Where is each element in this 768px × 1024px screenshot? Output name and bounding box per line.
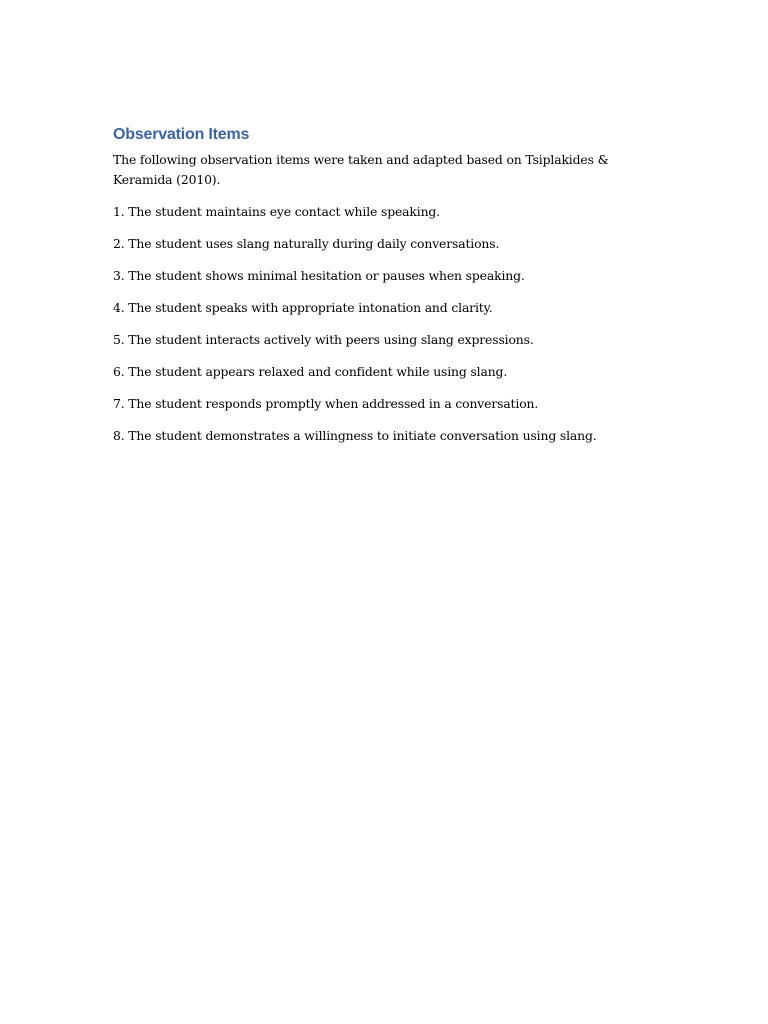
observation-item-8: 8. The student demonstrates a willingness to initiate conversation using slang. [113, 428, 597, 443]
section-heading: Observation Items [113, 126, 250, 143]
observation-item-1: 1. The student maintains eye contact while speaking. [113, 204, 440, 219]
observation-item-2: 2. The student uses slang naturally during daily conversations. [113, 236, 500, 251]
observation-item-7: 7. The student responds promptly when addressed in a conversation. [113, 396, 539, 411]
observation-items-list [113, 202, 663, 446]
observation-item-3: 3. The student shows minimal hesitation or pauses when speaking. [113, 268, 525, 283]
document-content [113, 124, 663, 458]
observation-item-5: 5. The student interacts actively with peers using slang expressions. [113, 332, 534, 347]
intro-paragraph: The following observation items were taken and adapted based on Tsiplakides & Keramida (2010). [113, 152, 609, 187]
observation-item-6: 6. The student appears relaxed and confident while using slang. [113, 364, 508, 379]
observation-item-4: 4. The student speaks with appropriate intonation and clarity. [113, 300, 493, 315]
